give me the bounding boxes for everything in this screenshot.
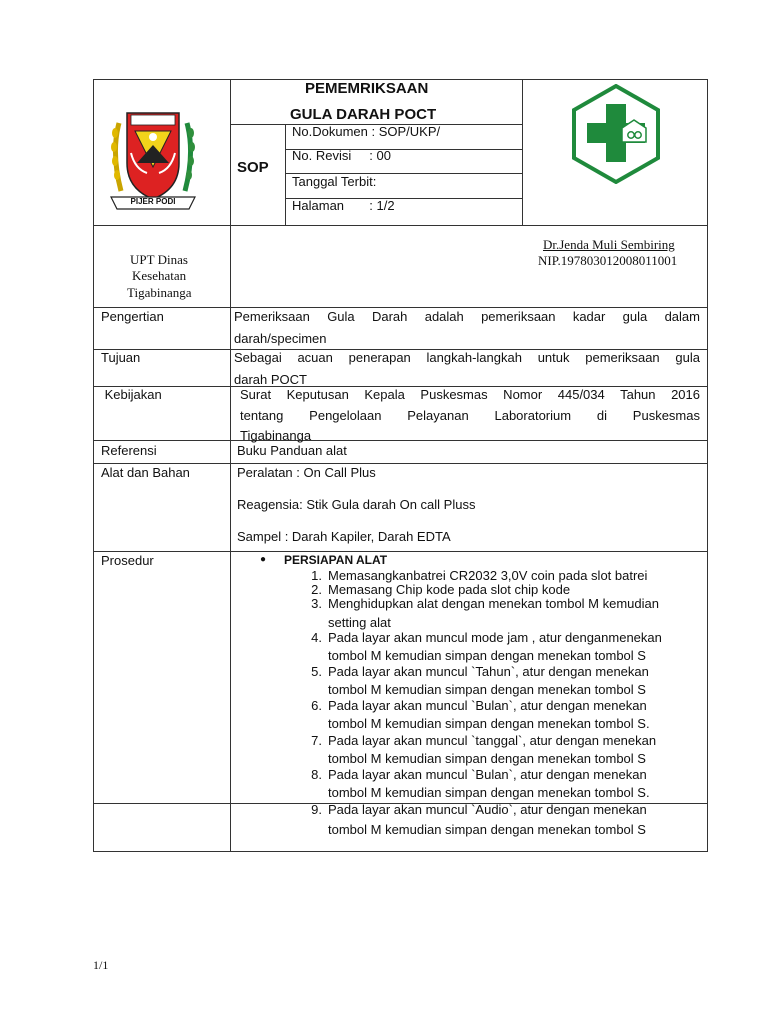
- step-number: 1.: [311, 568, 322, 583]
- revision-field: No. Revisi : 00: [292, 148, 391, 163]
- bullet-icon: ●: [260, 554, 267, 565]
- step-text: Pada layar akan muncul mode jam , atur denganmenekan: [328, 630, 662, 645]
- tujuan-line2: darah POCT: [234, 372, 307, 387]
- row-label-kebijakan: Kebijakan: [101, 387, 162, 402]
- step-text-continued: tombol M kemudian simpan dengan menekan tombol S: [328, 751, 646, 766]
- divider: [285, 124, 286, 225]
- step-text: Pada layar akan muncul `Bulan`, atur dengan menekan: [328, 698, 647, 713]
- step-text: Pada layar akan muncul `Tahun`, atur dengan menekan: [328, 664, 649, 679]
- pengertian-line1: Pemeriksaan Gula Darah adalah pemeriksaan kadar gula dalam: [234, 309, 700, 324]
- divider: [93, 440, 708, 441]
- regional-emblem-logo: [105, 103, 201, 215]
- procedure-section-title: PERSIAPAN ALAT: [284, 553, 388, 567]
- alat-reagensia: Reagensia: Stik Gula darah On call Pluss: [237, 497, 476, 512]
- doc-number-field: No.Dokumen : SOP/UKP/: [292, 124, 441, 139]
- kebijakan-line2: tentang Pengelolaan Pelayanan Laboratorium di Puskesmas: [240, 408, 700, 423]
- pengertian-line2: darah/specimen: [234, 331, 327, 346]
- page-counter: 1/1: [93, 958, 109, 972]
- kebijakan-line1: Surat Keputusan Kepala Puskesmas Nomor 445/034 Tahun 2016: [240, 387, 700, 402]
- step-number: 6.: [311, 698, 322, 713]
- row-label-pengertian: Pengertian: [101, 309, 164, 324]
- step-text: Memasang Chip kode pada slot chip kode: [328, 582, 571, 597]
- signatory-name: Dr.Jenda Muli Sembiring: [543, 237, 675, 252]
- table-border-bottom: [93, 851, 708, 852]
- sop-label: SOP: [237, 159, 269, 176]
- row-label-referensi: Referensi: [101, 443, 157, 458]
- step-text-continued: tombol M kemudian simpan dengan menekan tombol S: [328, 822, 646, 837]
- row-label-prosedur: Prosedur: [101, 553, 154, 568]
- step-text-continued: tombol M kemudian simpan dengan menekan tombol S: [328, 682, 646, 697]
- org-name-line3: Tigabinanga: [127, 285, 192, 300]
- step-text-continued: tombol M kemudian simpan dengan menekan tombol S.: [328, 716, 650, 731]
- alat-sampel: Sampel : Darah Kapiler, Darah EDTA: [237, 529, 451, 544]
- alat-peralatan: Peralatan : On Call Plus: [237, 465, 376, 480]
- emblem-motto: PIJER PODI: [130, 197, 176, 206]
- divider: [93, 463, 708, 464]
- step-text: Pada layar akan muncul `tanggal`, atur dengan menekan: [328, 733, 657, 748]
- document-title-line2: GULA DARAH POCT: [290, 106, 437, 123]
- kebijakan-line3: Tigabinanga: [240, 428, 312, 443]
- step-text-continued: tombol M kemudian simpan dengan menekan tombol S.: [328, 785, 650, 800]
- step-number: 7.: [311, 733, 322, 748]
- row-label-alat: Alat dan Bahan: [101, 465, 190, 480]
- org-name-line2: Kesehatan: [132, 268, 187, 283]
- org-name-line1: UPT Dinas: [130, 252, 188, 267]
- document-title-line1: PEMEMRIKSAAN: [305, 80, 429, 97]
- divider: [93, 225, 708, 226]
- step-number: 3.: [311, 596, 322, 611]
- tujuan-line1: Sebagai acuan penerapan langkah-langkah untuk pemeriksaan gula: [234, 350, 700, 365]
- referensi-value: Buku Panduan alat: [237, 443, 347, 458]
- step-text: Menghidupkan alat dengan menekan tombol M kemudian: [328, 596, 659, 611]
- step-text-continued: setting alat: [328, 615, 391, 630]
- issue-date-field: Tanggal Terbit:: [292, 174, 377, 189]
- signatory-nip: NIP.197803012008011001: [538, 253, 678, 268]
- puskesmas-logo: [570, 84, 662, 184]
- procedure-steps: [300, 568, 700, 848]
- step-number: 4.: [311, 630, 322, 645]
- step-text: Pada layar akan muncul `Bulan`, atur dengan menekan: [328, 767, 647, 782]
- step-number: 9.: [311, 802, 322, 817]
- step-number: 2.: [311, 582, 322, 597]
- step-number: 5.: [311, 664, 322, 679]
- step-text: Memasangkanbatrei CR2032 3,0V coin pada slot batrei: [328, 568, 648, 583]
- step-text: Pada layar akan muncul `Audio`, atur dengan menekan: [328, 802, 647, 817]
- table-border-left: [93, 79, 94, 852]
- step-number: 8.: [311, 767, 322, 782]
- divider: [93, 551, 708, 552]
- step-text-continued: tombol M kemudian simpan dengan menekan tombol S: [328, 648, 646, 663]
- row-label-tujuan: Tujuan: [101, 350, 141, 365]
- table-border-right: [707, 79, 708, 852]
- page-field: Halaman : 1/2: [292, 198, 395, 213]
- divider: [522, 79, 523, 225]
- divider: [93, 307, 708, 308]
- divider: [230, 79, 231, 852]
